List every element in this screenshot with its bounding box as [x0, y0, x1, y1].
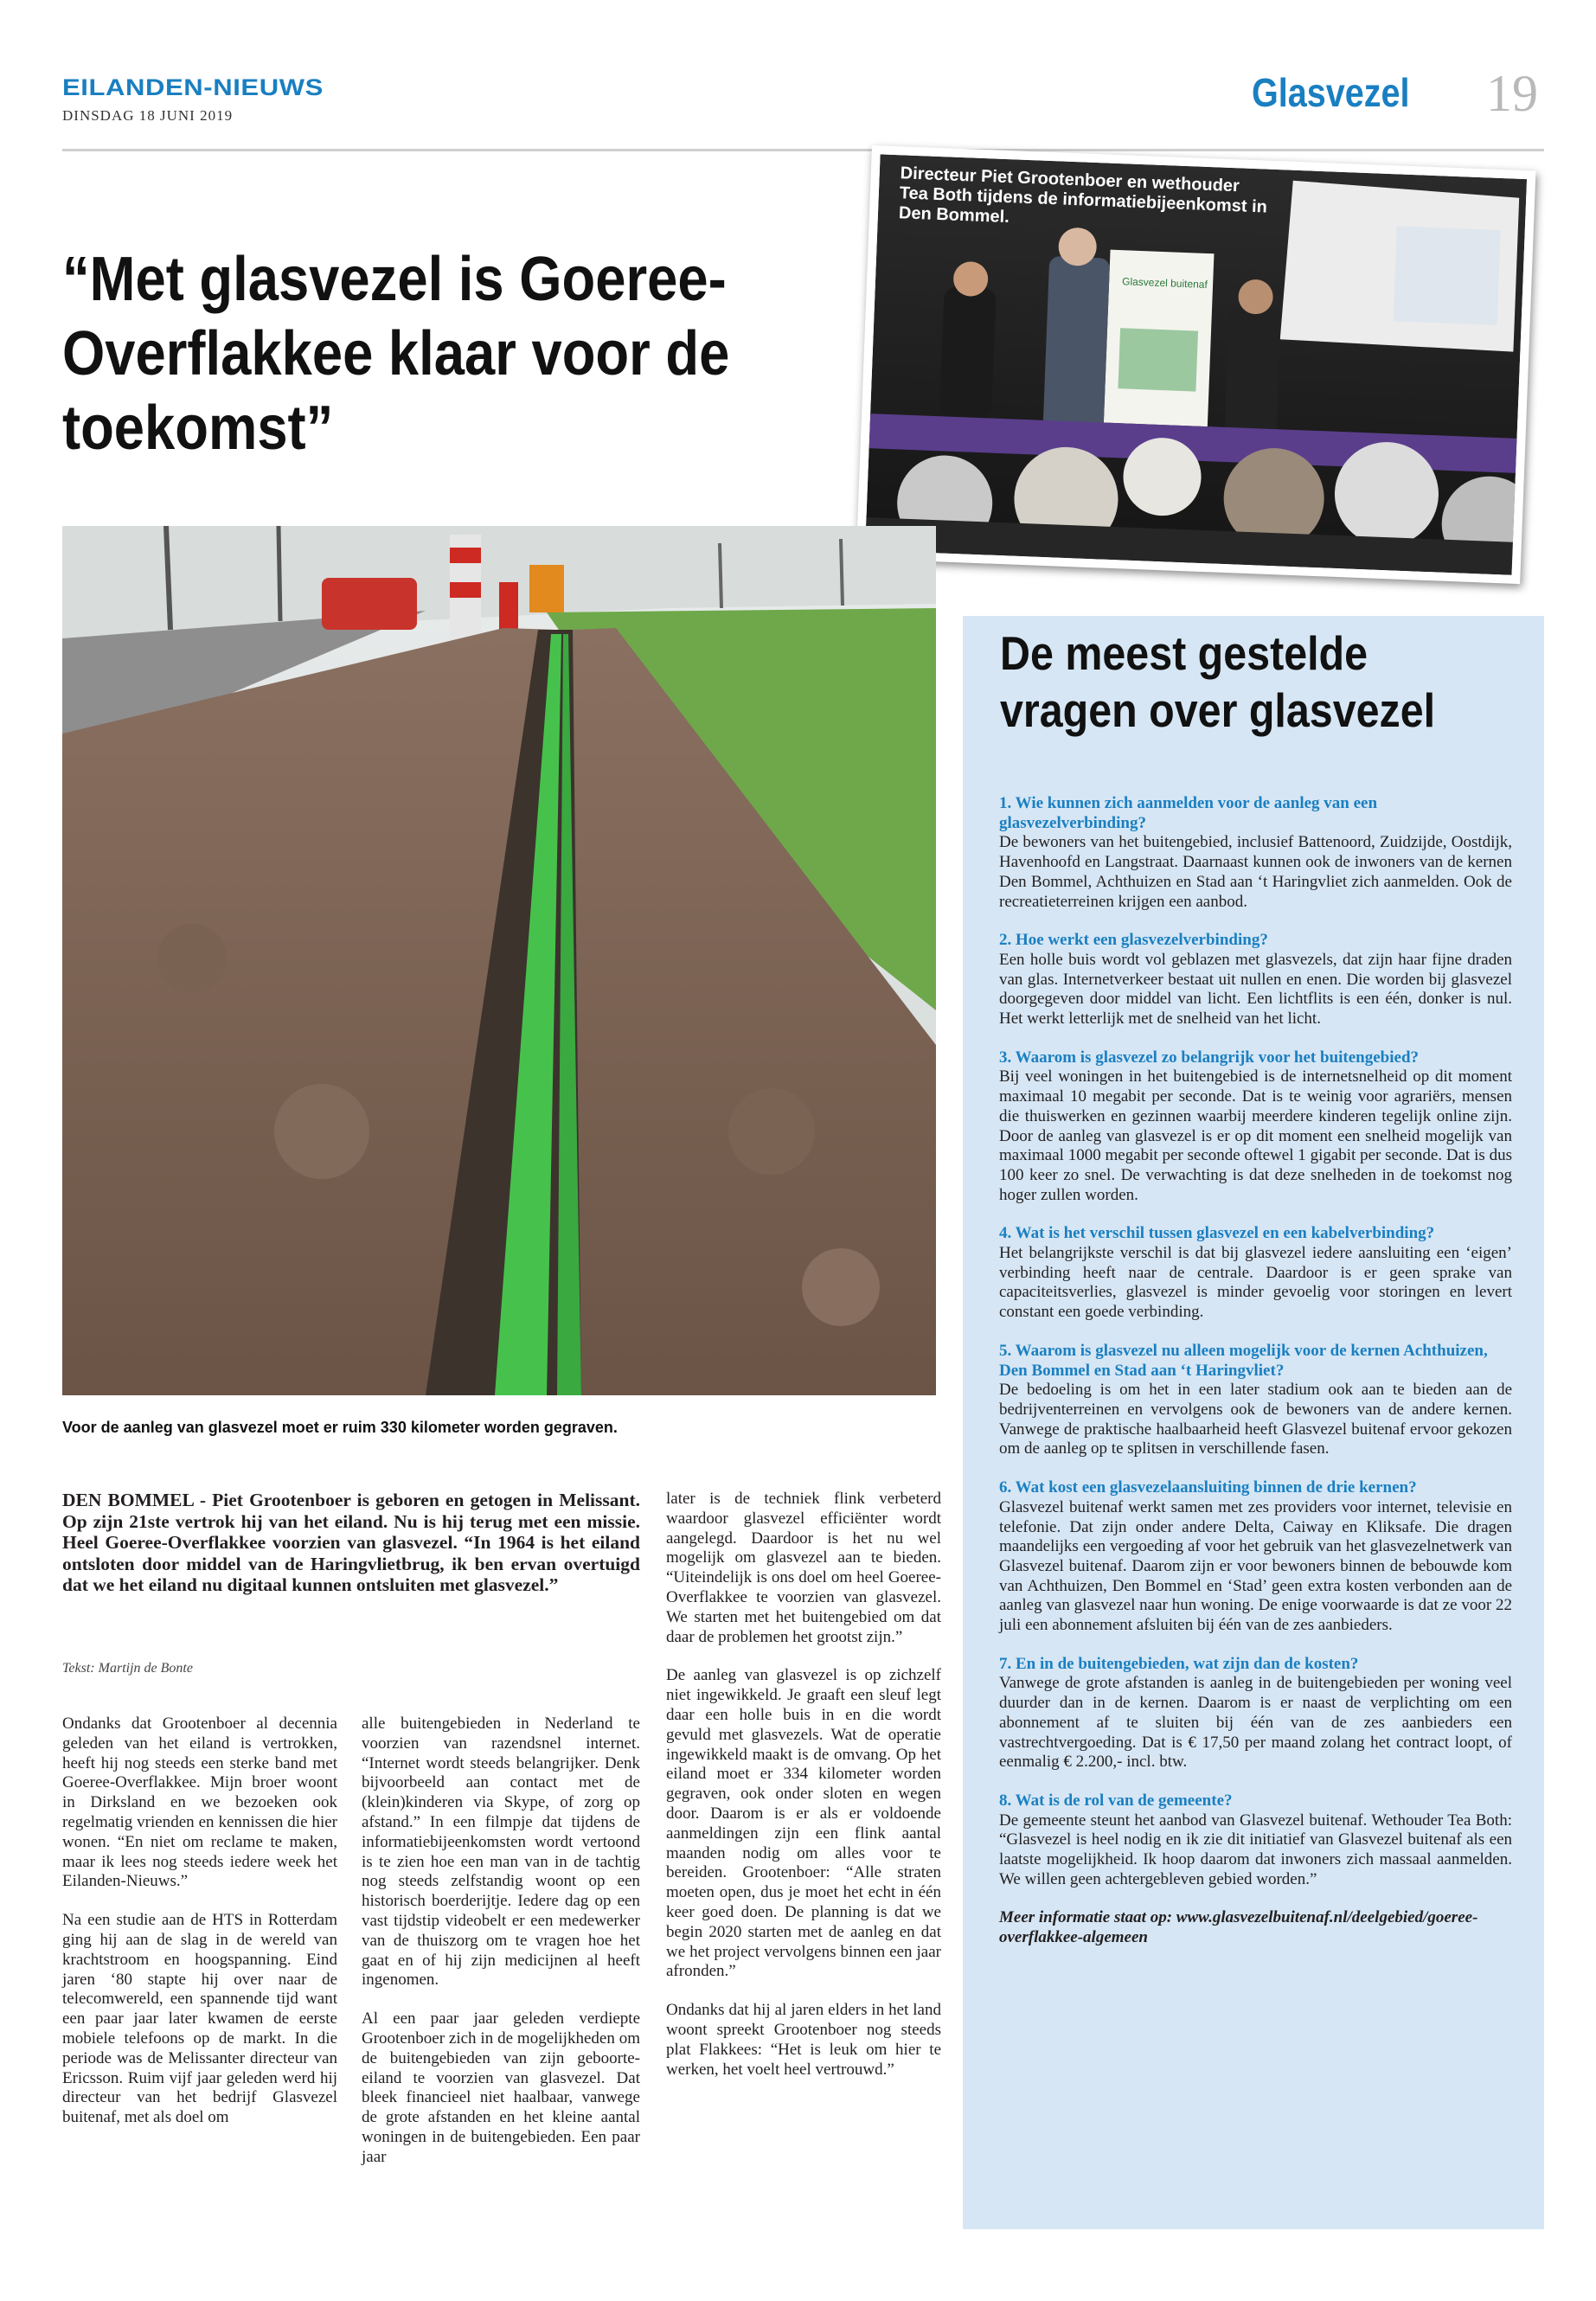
faq-item	[999, 931, 1512, 1029]
faq-question: 7. En in de buitengebieden, wat zijn dan de kosten?	[999, 1654, 1359, 1673]
section-title: Glasvezel	[1252, 70, 1410, 115]
issue-date: DINSDAG 18 JUNI 2019	[62, 107, 234, 124]
paragraph: alle buitengebieden in Nederland te voorzien van razendsnel internet. “Internet wordt steeds belangrijker. Denk bijvoorbeeld aan contact met de (klein)kinderen via Skype, of zorg op afstand.” In een filmpje dat tijdens de informatiebijeenkomsten wordt vertoond is te zien hoe een man van in de tachtig nog steeds zelfstandig woont op een historisch boerderijtje. Iedere dag op een vast tijdstip videobelt er een medewerker van de thuiszorg om te vragen hoe het gaat en of hij zijn medicijnen al heeft ingenomen.	[362, 1715, 640, 1990]
banner-text: Glasvezel buitenaf	[1121, 275, 1208, 292]
paragraph: Al een paar jaar geleden verdiepte Grootenboer zich in de mogelijkheden om de buitengebieden van zijn geboorte-eiland te voorzien van glasvezel. Dat bleek financieel niet haalbaar, vanwege de grote afstanden en het kleine aantal woningen in de buitengebieden. Een paar jaar	[362, 2009, 640, 2166]
faq-answer: De bedoeling is om het in een later stadium ook aan te bieden aan de bedrijventerreinen en vervolgens ook de bewoners van de andere kernen. Vanwege de praktische haalbaarheid heeft Glasvezel buitenaf ervoor gekozen om de aanleg op te splitsen in verschillende fasen.	[999, 1381, 1512, 1458]
trench-photo	[62, 526, 936, 1395]
faq-question: 3. Waarom is glasvezel zo belangrijk voor het buitengebied?	[999, 1048, 1420, 1067]
faq-question: 4. Wat is het verschil tussen glasvezel en een kabelverbinding?	[999, 1224, 1435, 1243]
paragraph: Na een studie aan de HTS in Rotterdam ging hij aan de slag in de wereld van krachtstroom en hoogspanning. Eind jaren ‘80 stapte hij over naar de telecomwereld, een spannende tijd want een paar jaar later kwamen de eerste mobiele telefoons op de markt. In die periode was de Melissanter directeur van Ericsson. Ruim vijf jaar geleden werd hij directeur van het bedrijf Glasvezel buitenaf, met als doel om	[62, 1911, 337, 2127]
more-info-link[interactable]: Meer informatie staat op: www.glasvezelbuitenaf.nl/deelgebied/goeree-overflakkee-algemeen	[999, 1908, 1478, 1947]
header-rule	[62, 149, 1544, 151]
faq-item	[999, 1342, 1512, 1459]
article-intro: DEN BOMMEL - Piet Grootenboer is geboren en getogen in Melissant. Op zijn 21ste vertrok hij van het eiland. Nu is hij terug met een missie. Heel Goeree-Overflakkee voorzien van glasvezel. “In 1964 is het eiland ontsloten door middel van de Haringvlietbrug, ik ben ervan overtuigd dat we het eiland nu digitaal kunnen ontsluiten met glasvezel.”	[62, 1490, 640, 1595]
faq-question: 5. Waarom is glasvezel nu alleen mogelijk voor de kernen Achthuizen, Den Bommel en Stad aan ‘t Haringvliet?	[999, 1341, 1488, 1380]
event-photo	[856, 145, 1536, 584]
article-column-2	[362, 1715, 640, 2187]
newspaper-logo: EILANDEN-NIEUWS	[62, 74, 324, 100]
faq-item	[999, 794, 1512, 912]
event-photo-caption: Directeur Piet Grootenboer en wethouder Tea Both tijdens de informatiebijeenkomst in Den Bommel.	[898, 163, 1268, 228]
faq-answer: De bewoners van het buitengebied, inclusief Battenoord, Zuidzijde, Oostdijk, Havenhoofd en Langstraat. Daarnaast kunnen ook de inwoners van de kernen Den Bommel, Achthuizen en Stad aan ‘t Haringvliet zich aanmelden. Ook de recreatieterreinen krijgen een aanbod.	[999, 833, 1512, 911]
faq-answer: Een holle buis wordt vol geblazen met glasvezels, dat zijn haar fijne draden van glas. Internetverkeer bestaat uit nullen en enen. Die worden bij glasvezel doorgegeven door middel van licht. Een lichtflits is een één, donker is nul. Het werkt letterlijk met de snelheid van het licht.	[999, 950, 1512, 1029]
faq-item	[999, 1791, 1512, 1890]
paragraph: De aanleg van glasvezel is op zichzelf niet ingewikkeld. Je graaft een sleuf legt daar een holle buis in en die wordt gevuld met glasvezels. Wat de operatie ingewikkeld maakt is de omvang. Op het eiland moet er 334 kilometer worden gegraven, ook onder sloten en wegen door. Daarom is er als er voldoende aanmeldingen zijn een flink aantal maanden nodig om alles voor te bereiden. Grootenboer: “Alle straten moeten open, dus je moet het echt in één keer goed doen. De planning is dat we begin 2020 starten met de aanleg en dat we het project vervolgens binnen een jaar afronden.”	[666, 1666, 941, 1981]
article-headline: “Met glasvezel is Goeree-Overflakkee klaar voor de toekomst”	[62, 245, 730, 463]
paragraph: later is de techniek flink verbeterd waardoor glasvezel efficiënter wordt aangelegd. Daardoor is het nu wel mogelijk om glasvezel aan te bieden. “Uiteindelijk is ons doel om heel Goeree-Overflakkee te voorzien van glasvezel. We starten met het buitengebied om dat daar de problemen het grootst zijn.”	[666, 1490, 941, 1646]
faq-title: De meest gestelde vragen over glasvezel	[1000, 626, 1436, 737]
faq-item	[999, 1048, 1512, 1206]
paragraph: Ondanks dat hij al jaren elders in het land woont spreekt Grootenboer nog steeds plat Flakkees: “Het is leuk om hier te werken, het voelt heel vertrouwd.”	[666, 2001, 941, 2079]
trench-photo-caption: Voor de aanleg van glasvezel moet er ruim 330 kilometer worden gegraven.	[62, 1419, 618, 1436]
faq-answer: Het belangrijkste verschil is dat bij glasvezel iedere aansluiting een ‘eigen’ verbinding heeft naar de centrale. Daardoor is er geen sprake van capaciteitsverlies, glasvezel is minder gevoelig voor storingen en levert constant een goede verbinding.	[999, 1244, 1512, 1322]
article-column-3	[666, 1490, 941, 2099]
article-byline: Tekst: Martijn de Bonte	[62, 1661, 193, 1676]
faq-list	[999, 794, 1512, 1948]
faq-item	[999, 1224, 1512, 1323]
faq-question: 6. Wat kost een glasvezelaansluiting binnen de drie kernen?	[999, 1478, 1417, 1497]
faq-answer: Glasvezel buitenaf werkt samen met zes providers voor internet, televisie en telefonie. Dat zijn onder andere Delta, Caiway en Kliksafe. Die dragen maandelijks een vergoeding af voor het gebruik van het glasvezelnetwerk van Glasvezel buitenaf. Daarom zijn er voor bewoners binnen de bebouwde kom van Achthuizen, Den Bommel en ‘Stad’ geen extra kosten verbonden aan de aanleg van glasvezel naar hun woning. De enige voorwaarde is dat ze voor 22 juli een abonnement afsluiten bij één van de zes aanbieders.	[999, 1497, 1512, 1635]
faq-answer: Bij veel woningen in het buitengebied is de internetsnelheid op dit moment maximaal 10 megabit per seconde. Dat is te weinig voor agrariërs, mensen die thuiswerken en gezinnen waarbij meerdere kinderen tegelijk online zijn. Door de aanleg van glasvezel is er op dit moment een snelheid mogelijk van maximaal 1000 megabit per seconde oftewel 1 gigabit per seconde. Dat is dus 100 keer zo snel. De verwachting is dat deze snelheden in de toekomst nog hoger zullen worden.	[999, 1067, 1512, 1204]
faq-item	[999, 1478, 1512, 1636]
faq-answer: Vanwege de grote afstanden is aanleg in de buitengebieden per woning veel duurder dan in de kernen. Daarom is er naast de verplichting om een abonnement af te sluiten bij één van de zes aanbieders een vastrechtvergoeding. Dat is € 17,50 per maand zolang het contract loopt, of eenmalig € 2.200,- incl. btw.	[999, 1674, 1512, 1772]
faq-question: 8. Wat is de rol van de gemeente?	[999, 1791, 1233, 1810]
article-column-1	[62, 1715, 337, 2147]
faq-question: 2. Hoe werkt een glasvezelverbinding?	[999, 931, 1268, 950]
faq-answer: De gemeente steunt het aanbod van Glasvezel buitenaf. Wethouder Tea Both: “Glasvezel is heel nodig en ik zie dit initiatief van Glasvezel buitenaf als een laatste mogelijkheid. Ik hoop daarom dat inwoners zich massaal aanmelden. We willen geen achtergebleven gebied worden.”	[999, 1811, 1512, 1888]
faq-item	[999, 1655, 1512, 1772]
paragraph: Ondanks dat Grootenboer al decennia geleden van het eiland is vertrokken, heeft hij nog steeds een sterke band met Goeree-Overflakkee. Mijn broer woont in Dirksland en we bezoeken ook regelmatig vrienden en kennissen die hier wonen. “En niet om reclame te maken, maar ik lees nog steeds iedere week het Eilanden-Nieuws.”	[62, 1715, 337, 1891]
page-number: 19	[1486, 65, 1538, 122]
faq-question: 1. Wie kunnen zich aanmelden voor de aanleg van een glasvezelverbinding?	[999, 794, 1378, 832]
